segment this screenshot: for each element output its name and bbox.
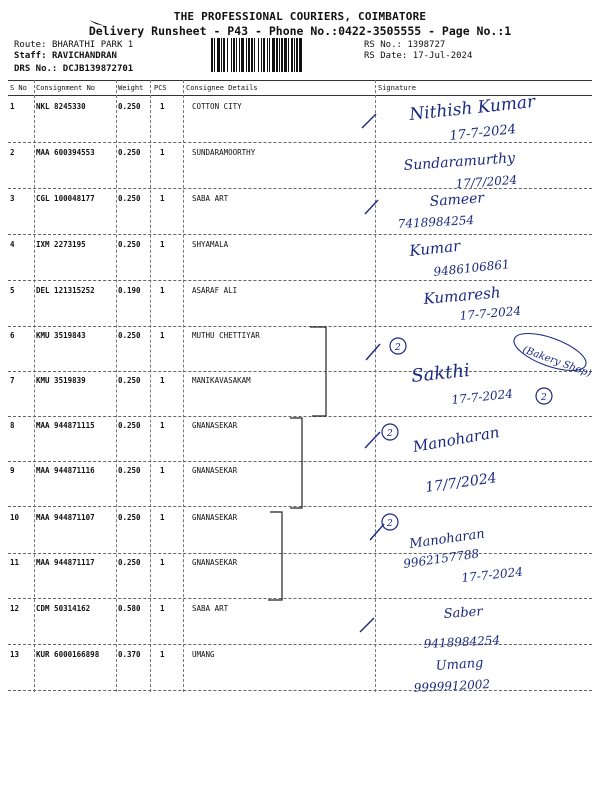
group-bracket [310,327,326,416]
cell-pcs: 1 [160,376,165,385]
tick-mark [366,344,380,360]
cell-consignment: MAA 600394553 [36,148,95,157]
signature-text: 17/7/2024 [424,470,498,496]
tick-mark [362,114,376,128]
cell-weight: 0.250 [118,102,141,111]
cell-consignment: KMU 3519843 [36,331,86,340]
rs-date-label: RS Date: [364,51,408,61]
drs-label: DRS No.: [14,64,58,74]
drs-value: DCJB139872701 [62,64,134,74]
tick-mark [365,432,380,448]
cell-consignment: NKL 8245330 [36,102,86,111]
signature-text: 9486106861 [432,257,511,279]
cell-weight: 0.250 [118,376,141,385]
cell-consignment: MAA 944871117 [36,558,95,567]
cell-pcs: 1 [160,558,165,567]
signature-text: Nithish Kumar [408,91,537,125]
cell-pcs: 1 [160,148,165,157]
cell-consignee: SHYAMALA [192,240,229,249]
cell-consignment: KUR 6000166898 [36,650,100,659]
signature-text: 9418984254 [423,633,501,651]
cell-sno: 13 [10,650,20,659]
cell-consignee: GNANASEKAR [192,513,238,522]
cell-pcs: 1 [160,194,165,203]
cell-sno: 1 [10,102,15,111]
tick-mark [365,200,378,214]
rs-date-value: 17-Jul-2024 [412,51,473,61]
signature-text: 9999912002 [413,677,491,695]
cell-consignment: CGL 100048177 [36,194,95,203]
cell-weight: 0.250 [118,421,141,430]
col-signature: Signature [378,84,416,92]
cell-consignment: CDM 50314162 [36,604,91,613]
signature-text: 7418984254 [397,213,475,231]
cell-sno: 5 [10,286,15,295]
cell-consignment: DEL 121315252 [36,286,95,295]
cell-weight: 0.250 [118,240,141,249]
circle-text: 2 [395,343,401,353]
cell-sno: 9 [10,466,15,475]
cell-sno: 2 [10,148,15,157]
cell-sno: 8 [10,421,15,430]
cell-weight: 0.250 [118,558,141,567]
staff-label: Staff: [14,51,47,61]
cell-weight: 0.370 [118,650,141,659]
signature-text: Manoharan [408,526,486,552]
cell-consignee: GNANASEKAR [192,466,238,475]
route-label: Route: [14,40,47,50]
cell-pcs: 1 [160,466,165,475]
cell-weight: 0.250 [118,513,141,522]
cell-pcs: 1 [160,102,165,111]
signature-text: Saber [443,604,484,622]
cell-weight: 0.250 [118,194,141,203]
cell-consignment: KMU 3519839 [36,376,86,385]
cell-sno: 3 [10,194,15,203]
cell-sno: 10 [10,513,20,522]
cell-consignee: ASARAF ALI [192,286,238,295]
signature-text: 17-7-2024 [460,564,524,585]
cell-consignee: GNANASEKAR [192,421,238,430]
circle-text: 2 [387,519,393,529]
cell-consignment: MAA 944871107 [36,513,95,522]
signature-text: 17/7/2024 [455,172,518,191]
cell-consignee: MUTHU CHETTIYAR [192,331,260,340]
signature-text: 17-7-2024 [448,122,517,144]
cell-pcs: 1 [160,286,165,295]
company-title: THE PROFESSIONAL COURIERS, COIMBATORE [173,10,427,23]
cell-sno: 7 [10,376,15,385]
cell-weight: 0.250 [118,466,141,475]
cell-pcs: 1 [160,240,165,249]
cell-weight: 0.250 [118,148,141,157]
group-bracket [290,418,302,508]
cell-consignee: SABA ART [192,604,229,613]
cell-consignment: IXM 2273195 [36,240,86,249]
cell-consignee: UMANG [192,650,215,659]
col-pcs: PCS [154,84,167,92]
tick-mark [360,618,374,632]
cell-sno: 12 [10,604,20,613]
cell-pcs: 1 [160,650,165,659]
cell-pcs: 1 [160,604,165,613]
cell-sno: 4 [10,240,15,249]
tick-mark [370,524,384,540]
circle-text: 2 [541,393,547,403]
signature-text: Umang [435,655,484,674]
cell-consignee: MANIKAVASAKAM [192,376,251,385]
circle-text: 2 [387,429,393,439]
signature-text: Manoharan [411,423,501,456]
signature-text: Sundaramurthy [403,150,516,174]
cell-consignee: SABA ART [192,194,229,203]
col-consignee: Consignee Details [186,84,258,92]
col-sno: S No [10,84,27,92]
rs-no-value: 1398727 [407,40,446,50]
cell-pcs: 1 [160,421,165,430]
cell-sno: 6 [10,331,15,340]
signature-text: Kumar [408,236,462,260]
cell-pcs: 1 [160,513,165,522]
route-value: BHARATHI PARK 1 [51,40,134,50]
signature-text: 17-7-2024 [459,303,522,323]
cell-consignee: COTTON CITY [192,102,242,111]
cell-pcs: 1 [160,331,165,340]
signature-text: Sakthi [410,359,471,387]
signature-text: Sameer [429,190,485,210]
cell-weight: 0.580 [118,604,141,613]
signature-text: 9962157788 [402,546,481,571]
rs-no-label: RS No.: [364,40,402,50]
cell-consignment: MAA 944871116 [36,466,95,475]
group-bracket [268,512,282,600]
runsheet-subtitle: Delivery Runsheet - P43 - Phone No.:0422-3505555 - Page No.:1 [88,24,512,38]
signature-text: Kumaresh [422,283,502,308]
col-consignment: Consignment No [36,84,96,92]
signature-text: (Bakery Shop) [520,344,593,380]
col-weight: Weight [118,84,144,92]
cell-sno: 11 [10,558,20,567]
signature-text: 17-7-2024 [450,386,514,407]
cell-consignment: MAA 944871115 [36,421,95,430]
staff-value: RAVICHANDRAN [51,51,117,61]
cell-weight: 0.250 [118,331,141,340]
cell-weight: 0.190 [118,286,141,295]
cell-consignee: SUNDARAMOORTHY [192,148,256,157]
cell-consignee: GNANASEKAR [192,558,238,567]
